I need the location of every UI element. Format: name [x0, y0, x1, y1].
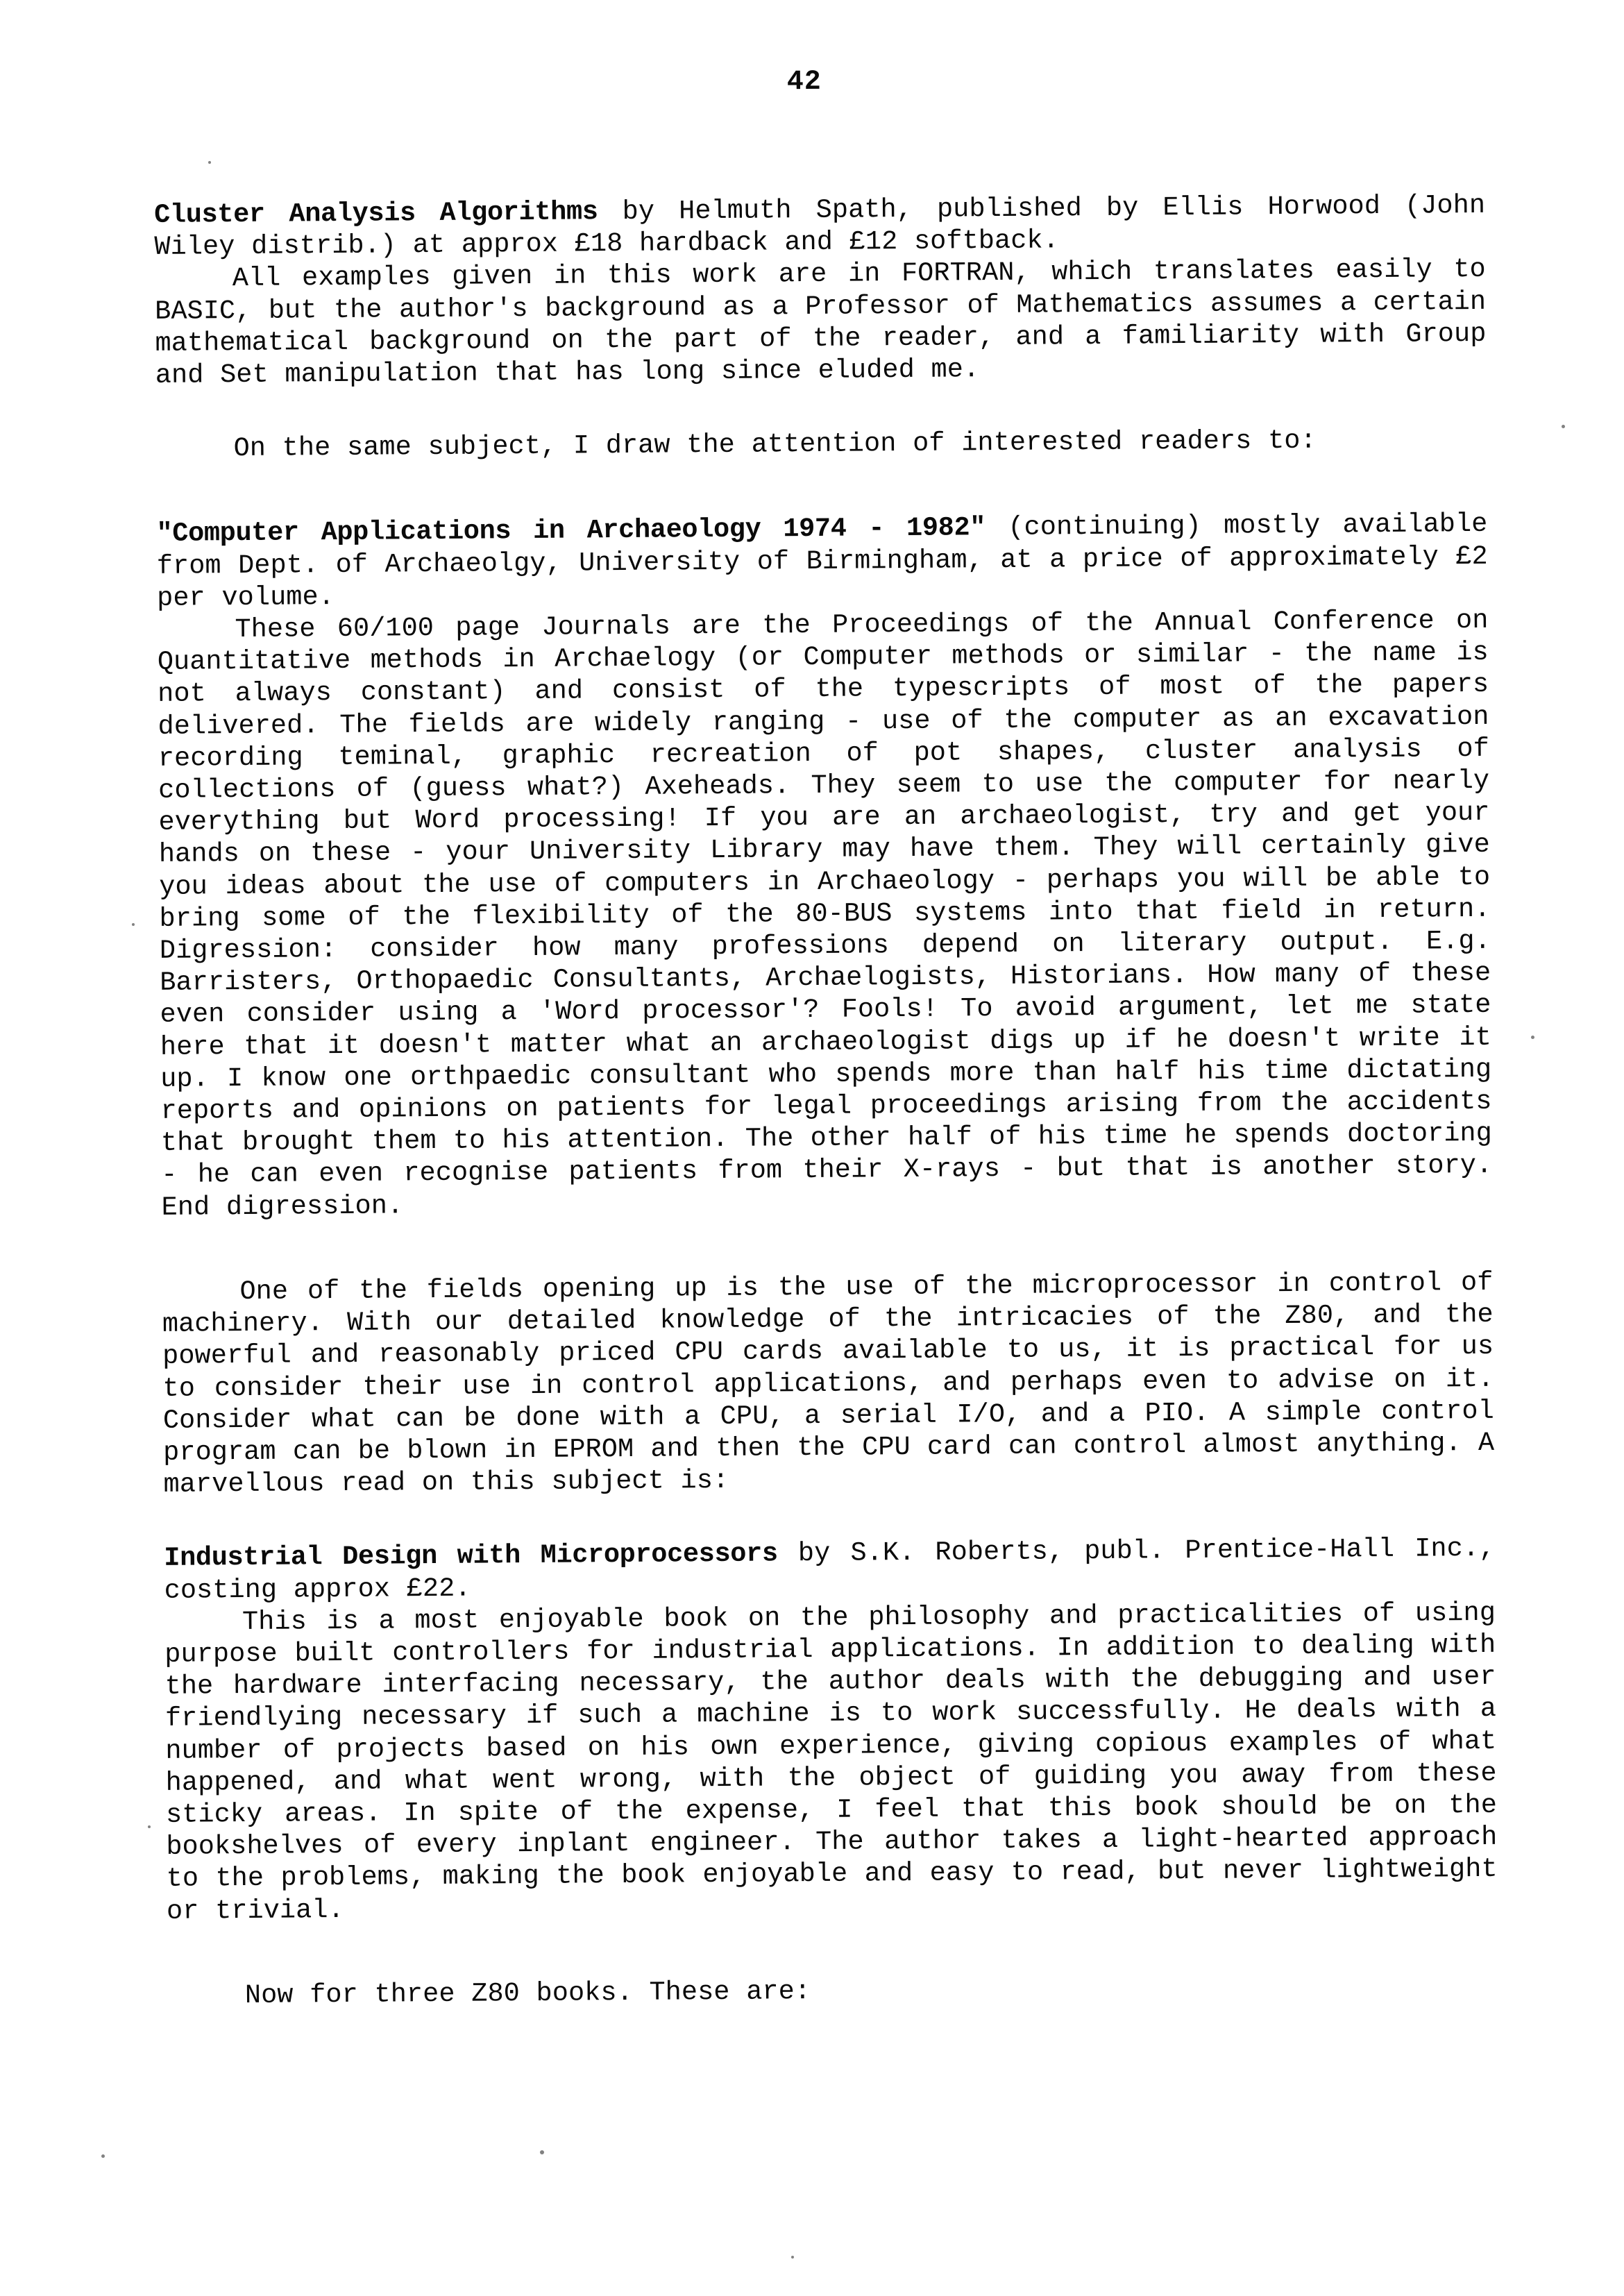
scan-speck — [791, 2256, 794, 2259]
paragraph-industrial-design — [164, 1533, 1496, 1606]
scan-speck — [148, 1825, 151, 1828]
paragraph-computer-applications — [156, 508, 1488, 614]
book-title-industrial-design: Industrial Design with Microprocessors — [164, 1538, 778, 1574]
paragraph-all-examples: All examples given in this work are in FORTRAN, which translates easily to BASIC, but the author's background as a Professor of Mathematics assumes a certain mathematical background on the part of the reader, and a familiarity with Group and Set manipulation that has long since eluded me. — [155, 254, 1487, 391]
paragraph-microprocessor: One of the fields opening up is the use of the microprocessor in control of machinery. With our detailed knowledge of the intricacies of the Z80, and the powerful and reasonably priced CPU cards available to us, it is practical for us to consider their use in control applications, and perhaps even to advise on it. Consider what can be done with a CPU, a serial I/O, and a PIO. A simple control program can be blown in EPROM and then the CPU card can control almost anything. A marvellous read on this subject is: — [162, 1267, 1495, 1500]
scan-speck — [132, 923, 135, 926]
paragraph-computer-applications-rest: (continuing) mostly available from Dept. of Archaeolgy, University of Birmingham, at a price of approximately £2 per volume. — [156, 509, 1488, 614]
scan-speck — [208, 161, 211, 164]
paragraph-enjoyable-book: This is a most enjoyable book on the philosophy and practicalities of using purpose built controllers for industrial applications. In addition to dealing with the hardware interfacing necessary, the author deals with the debugging and user friendlying necessary if such a machine is to work successfully. He deals with a number of projects based on his own experience, giving copious examples of what happened, and what went wrong, with the object of guiding you away from these sticky areas. In spite of the expense, I feel that this book should be on the bookshelves of every inplant engineer. The author takes a light-hearted approach to the problems, making the book enjoyable and easy to read, but never lightweight or trivial. — [164, 1597, 1498, 1927]
paragraph-cluster-analysis-rest: by Helmuth Spath, published by Ellis Horwood (John Wiley distrib.) at approx £18 hardback and £12 softback. — [154, 189, 1486, 263]
scan-speck — [540, 2150, 544, 2154]
block-gap — [156, 455, 1488, 518]
scan-speck — [1531, 1036, 1534, 1039]
paragraph-same-subject: On the same subject, I draw the attention of interested readers to: — [233, 425, 1317, 464]
page-body-column — [154, 189, 1498, 2012]
paragraph-industrial-design-rest: by S.K. Roberts, publ. Prentice-Hall Inc., costing approx £22. — [164, 1533, 1496, 1606]
page-number: 42 — [786, 66, 822, 99]
scan-speck — [101, 2154, 105, 2158]
block-gap — [162, 1214, 1494, 1276]
book-title-computer-applications: "Computer Applications in Archaeology 1974 - 1982" — [156, 512, 986, 550]
paragraph-cluster-analysis — [154, 189, 1486, 263]
book-title-cluster-analysis: Cluster Analysis Algorithms — [153, 196, 598, 230]
block-gap — [167, 1918, 1498, 1980]
scan-speck — [1562, 425, 1565, 428]
paragraph-journals: These 60/100 page Journals are the Proceedings of the Annual Conference on Quantitative methods in Archaelogy (or Computer methods or similar - the name is not always constant) and consist of the typescripts of most of the papers delivered. The fields are widely ranging - use of the computer as an excavation recording teminal, graphic recreation of pot shapes, cluster analysis of collections of (guess what?) Axeheads. They seem to use the computer for nearly everything but Word processing! If you are an archaeologist, try and get your hands on these - your University Library may have them. They will certainly give you ideas about the use of computers in Archaeology - perhaps you will be able to bring some of the flexibility of the 80-BUS systems into that field in return. Digression: consider how many professions depend on literary output. E.g. Barristers, Orthopaedic Consultants, Archaelogists, Historians. How many of these even consider using a 'Word processor'? Fools! To avoid argument, let me state here that it doesn't matter what an archaeologist digs up if he doesn't write it up. I know one orthpaedic consultant who spends more than half his time dictating reports and opinions on patients for legal proceedings arising from the accidents that brought them to his attention. The other half of his time he spends doctoring - he can even recognise patients from their X-rays - but that is another story. End digression. — [157, 605, 1493, 1223]
paragraph-z80-books: Now for three Z80 books. These are: — [244, 1975, 811, 2011]
